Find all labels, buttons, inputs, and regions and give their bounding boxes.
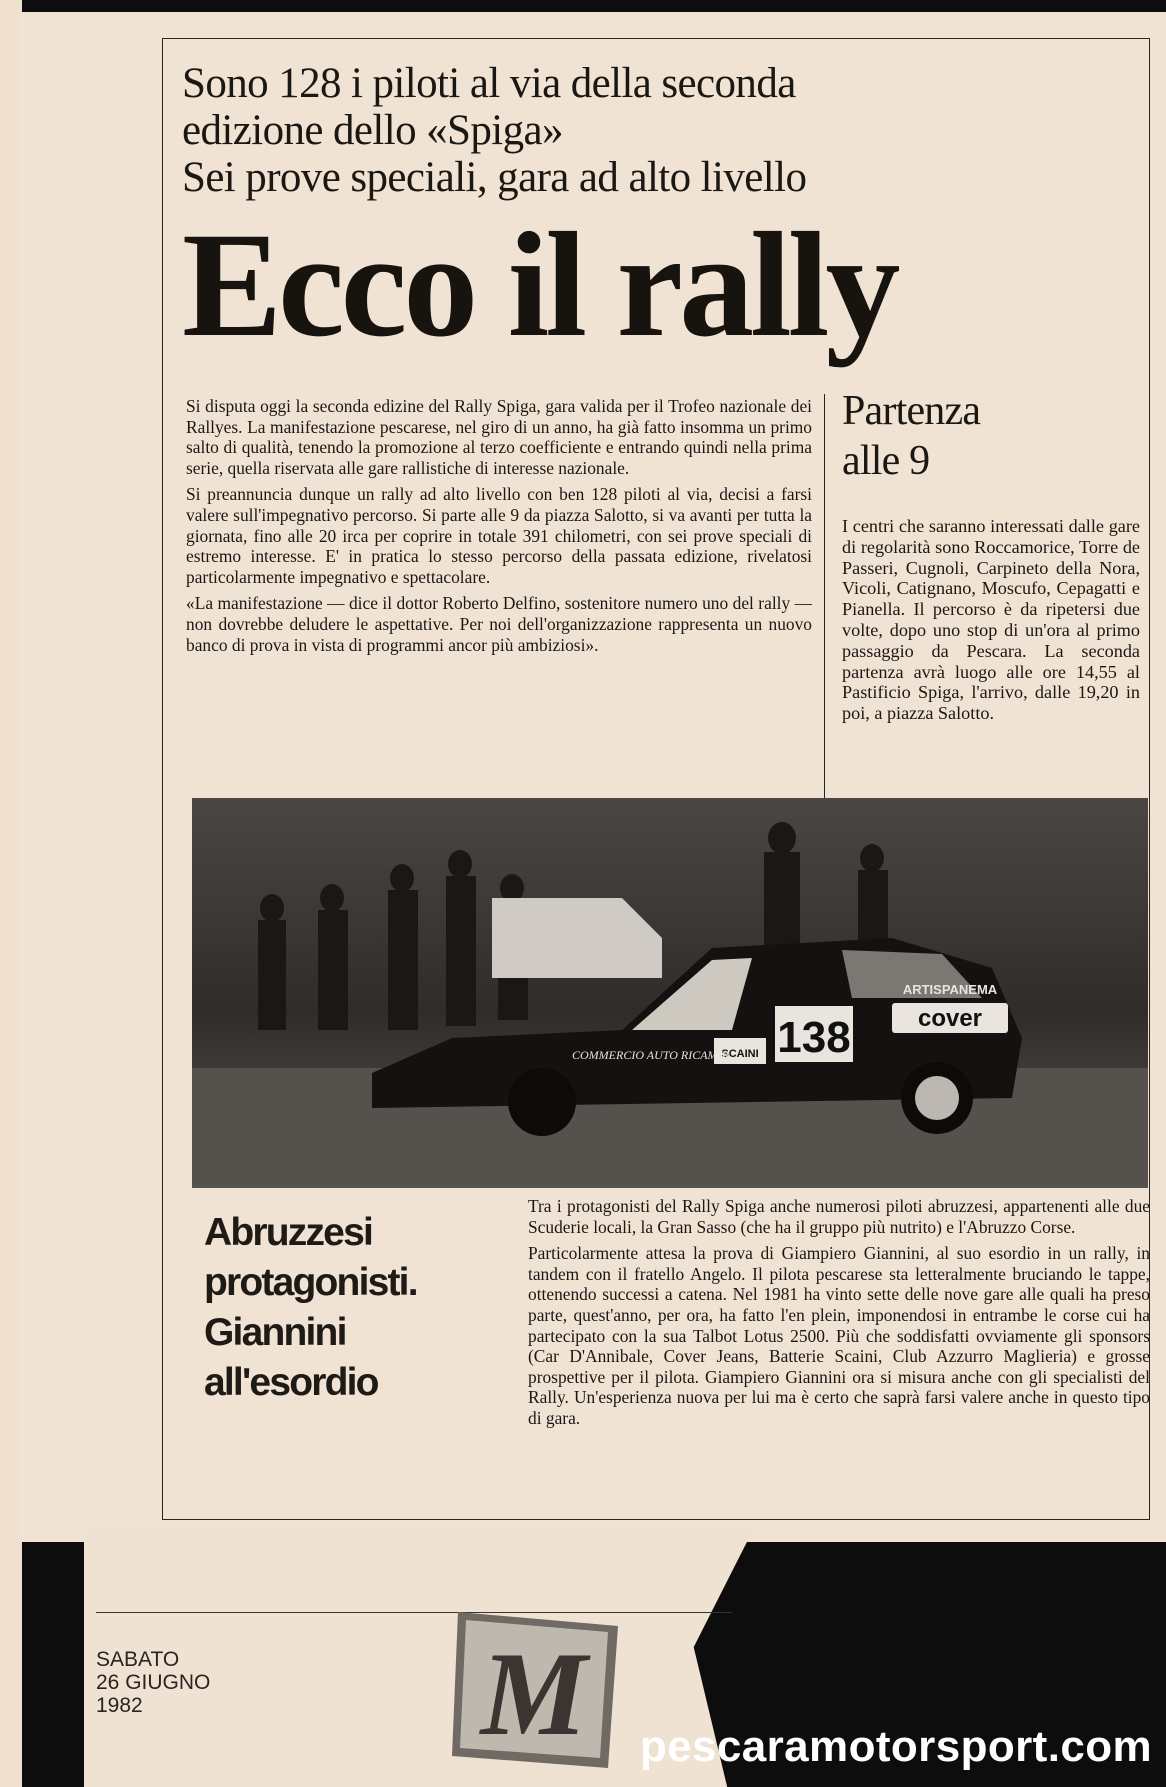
top-decal-text: ARTISPANEMA xyxy=(902,982,998,997)
intro-paragraph: Si preannuncia dunque un rally ad alto livello con ben 128 piloti al via, decisi a farsi valere sull'impegnativo percorso. Si parte alle 9 da piazza Salotto, si va avanti per tutta la giornata, fino alle 20 irca per coprire in totale 391 chilometri, con sei prove speciali di estremo interesse. E' in pratica lo stesso percorso della passata edizione, rivelatosi particolarmente impegnativo e spettacolare. xyxy=(186,484,812,587)
subhead-line: Sei prove speciali, gara ad alto livello xyxy=(182,154,807,201)
col2-paragraph: Tra i protagonisti del Rally Spiga anche numerosi piloti abruzzesi, appartenenti alle due Scuderie locali, la Gran Sasso (che ha il gruppo più nutrito) e l'Abruzzo Corse. xyxy=(528,1196,1150,1237)
date-year: 1982 xyxy=(96,1694,143,1717)
crosshead-line: Giannini xyxy=(204,1311,346,1354)
article-subhead xyxy=(182,60,942,201)
second-article-column xyxy=(528,1196,1150,1435)
site-watermark: pescaramotorsport.com xyxy=(639,1722,1152,1771)
intro-column xyxy=(186,396,812,661)
side-decal-text: COMMERCIO AUTO RICAMBI xyxy=(572,1048,729,1062)
crosshead-line: Abruzzesi xyxy=(204,1211,373,1254)
article-headline: Ecco il rally xyxy=(182,202,897,368)
sidebar-body: I centri che saranno interessati dalle gare di regolarità sono Roccamorice, Torre de Passeri, Cugnoli, Carpineto della Nora, Vicoli, Catignano, Moscufo, Cepagatti e Pianella. Il percorso è da ripetersi due volte, dopo uno stop di un'ora al primo passaggio da Pescara. La seconda partenza avrà luogo alle ore 14,55 al Pastificio Spiga, l'arrivo, dalle 19,20 in poi, a piazza Salotto. xyxy=(842,516,1140,724)
photo-illustration xyxy=(192,798,1148,1188)
crosshead-line: protagonisti. xyxy=(204,1261,417,1304)
logo-letter: M xyxy=(480,1627,588,1760)
column-divider xyxy=(824,394,825,798)
col2-paragraph: Particolarmente attesa la prova di Giampiero Giannini, al suo esordio in un rally, in tandem con il fratello Angelo. Il pilota pescarese sta letteralmente bruciando le tappe, ottenendo successi a catena. Nel 1981 ha vinto sette delle nove gare alle quali ha preso parte, quest'anno, per ora, ha fatto l'en plein, imponendosi in entrambe le corse cui ha partecipato con la sua Talbot Lotus 2500. Più che soddisfatti ovviamente gli sponsors (Car D'Annibale, Cover Jeans, Batterie Scaini, Club Azzurro Maglieria) e grosse prospettive per il pilota. Giampiero Giannini ora si misura anche con gli specialisti del Rally. Un'esperienza nuova per lui ma è certo che saprà farsi valere anche in questo tipo di gara. xyxy=(528,1243,1150,1428)
intro-paragraph: «La manifestazione — dice il dottor Roberto Delfino, sostenitore numero uno del rally — non dovrebbe deludere le aspettative. Per noi dell'organizzazione rappresenta un nuovo banco di prova in vista di programmi ancor più ambiziosi». xyxy=(186,593,812,655)
sidebar-title-line: Partenza xyxy=(842,388,981,434)
rally-car-photo xyxy=(192,798,1148,1188)
subhead-line: Sono 128 i piloti al via della seconda xyxy=(182,60,796,107)
cover-decal-text: cover xyxy=(917,1005,983,1032)
publication-date xyxy=(96,1648,296,1717)
intro-paragraph: Si disputa oggi la seconda edizine del Rally Spiga, gara valida per il Trofeo nazionale dei Rallyes. La manifestazione pescarese, nel giro di un anno, ha già fatto insomma un primo salto di qualità, tenendo la promozione al terzo coefficiente e entrando quindi nella prima serie, quella riservata alle gare rallistiche di interesse nazionale. xyxy=(186,396,812,478)
scaini-decal-text: SCAINI xyxy=(721,1048,759,1060)
car-number: 138 xyxy=(777,1013,851,1062)
sidebar-title xyxy=(842,386,1132,486)
footer-rule xyxy=(96,1612,732,1613)
car-rear-rim xyxy=(915,1076,959,1120)
sidebar-title-line: alle 9 xyxy=(842,438,930,484)
date-weekday: SABATO xyxy=(96,1648,180,1671)
crosshead-line: all'esordio xyxy=(204,1361,378,1404)
date-day-month: 26 GIUGNO xyxy=(96,1671,211,1694)
car-front-wheel xyxy=(508,1068,576,1136)
crosshead-title xyxy=(204,1208,484,1408)
subhead-line: edizione dello «Spiga» xyxy=(182,107,563,154)
